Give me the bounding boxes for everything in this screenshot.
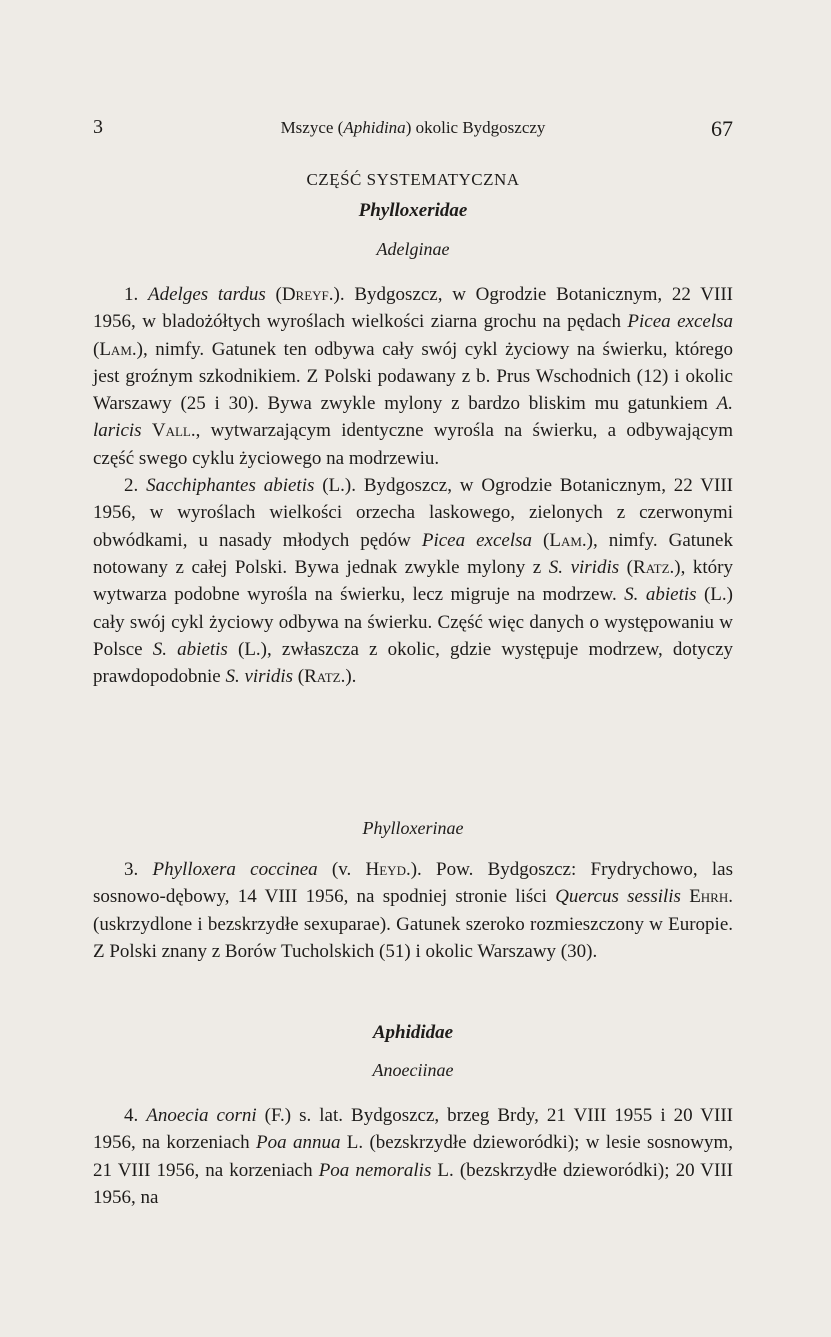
section-number: 3 bbox=[93, 116, 103, 138]
species-entry: 3. Phylloxera coccinea (v. Heyd.). Pow. Bydgoszcz: Frydrychowo, las sosnowo-dębowy, 14 VIII 1956, na spodniej stronie liści Quercus sessilis Ehrh. (uskrzydlone i bezskrzydłe sexuparae). Gatunek szeroko rozmieszczony w Europie. Z Polski znany z Borów Tucholskich (51) i okolic Warszawy (30). bbox=[93, 859, 734, 962]
species-entry: 2. Sacchiphantes abietis (L.). Bydgoszcz, w Ogrodzie Botanicznym, 22 VIII 1956, w wyroślach wielkości orzecha laskowego, zielonych z czerwonymi obwódkami, u nasady młodych pędów Picea excelsa (Lam.), nimfy. Gatunek notowany z całej Polski. Bywa jednak zwykle mylony z S. viridis (Ratz.), który wytwarza podobne wyrośla na świerku, lecz migruje na modrzew. S. abietis (L.) cały swój cykl życiowy odbywa na świerku. Część więc danych o występowaniu w Polsce S. abietis (L.), zwłaszcza z okolic, gdzie występuje modrzew, dotyczy prawdopodobnie S. viridis (Ratz.). bbox=[93, 475, 734, 688]
page-number: 67 bbox=[711, 116, 733, 141]
entries-block-3 bbox=[93, 1102, 733, 1211]
running-head bbox=[93, 116, 733, 144]
species-entry: 1. Adelges tardus (Dreyf.). Bydgoszcz, w Ogrodzie Botanicznym, 22 VIII 1956, w bladożółtych wyroślach wielkości ziarna grochu na pędach Picea excelsa (Lam.), nimfy. Gatunek ten odbywa cały swój cykl życiowy na świerku, którego jest groźnym szkodnikiem. Z Polski podawany z b. Prus Wschodnich (12) i okolic Warszawy (25 i 30). Bywa zwykle mylony z bardzo bliskim mu gatunkiem A. laricis Vall., wytwarzającym identyczne wyrośla na świerku, a odbywającym część swego cyklu życiowego na modrzewiu. bbox=[93, 284, 734, 469]
entries-block-1 bbox=[93, 281, 733, 690]
subfamily-heading: Phylloxerinae bbox=[362, 818, 464, 838]
subfamily-heading: Adelginae bbox=[376, 239, 450, 259]
family-heading: Phylloxeridae bbox=[358, 200, 468, 221]
entries-block-2 bbox=[93, 856, 733, 965]
section-title: CZĘŚĆ SYSTEMATYCZNA bbox=[306, 170, 520, 189]
subfamily-heading: Anoeciinae bbox=[372, 1060, 454, 1080]
species-entry: 4. Anoecia corni (F.) s. lat. Bydgoszcz, brzeg Brdy, 21 VIII 1955 i 20 VIII 1956, na korzeniach Poa annua L. (bezskrzydłe dzieworódki); w lesie sosnowym, 21 VIII 1956, na korzeniach Poa nemoralis L. (bezskrzydłe dzieworódki); 20 VIII 1956, na bbox=[93, 1105, 734, 1208]
family-heading: Aphididae bbox=[372, 1022, 454, 1043]
running-title: Mszyce (Aphidina) okolic Bydgoszczy bbox=[280, 118, 546, 137]
